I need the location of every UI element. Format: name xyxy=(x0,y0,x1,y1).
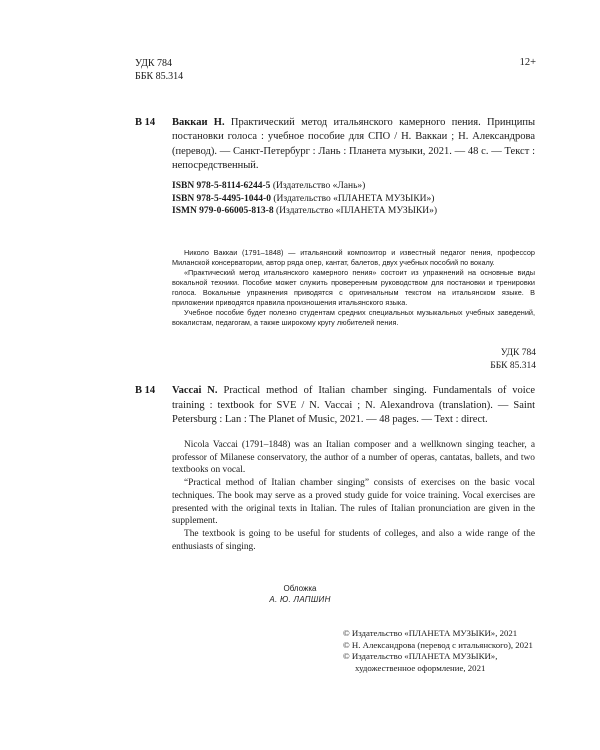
annotation-en xyxy=(172,439,535,553)
cover-label: Обложка xyxy=(283,584,317,593)
author-sign-code: В 14 xyxy=(135,117,156,128)
cover-credit xyxy=(0,583,600,605)
isbn-list xyxy=(172,180,437,218)
isbn-row xyxy=(172,193,437,206)
isbn-publisher: (Издательство «ПЛАНЕТА МУЗЫКИ») xyxy=(275,206,438,216)
annotation-paragraph: «Практический метод итальянского камерного пения» состоит из упражнений на основные виды вокальной техники. Пособие может служить проверенным руководством для постановки и тренировки голоса. Вокальные упражнения приводятся с оригинальным текстом на итальянском языке. В приложении приводятся правила произношения итальянского языка. xyxy=(172,268,535,307)
annotation-paragraph: Николо Ваккаи (1791–1848) — итальянский композитор и известный педагог пения, профессор Миланской консерватории, автор ряда опер, кантат, балетов, двух учебных пособий по вокалу. xyxy=(172,248,535,267)
annotation-paragraph: Nicola Vaccai (1791–1848) was an Italian composer and a wellknown singing teacher, a professor of Milanese conservatory, the author of a number of operas, cantatas, ballets, and two textbooks on vocal. xyxy=(172,440,535,476)
entry-author: Vaccai N. xyxy=(172,385,218,396)
annotation-paragraph: Учебное пособие будет полезно студентам средних специальных музыкальных учебных заведений, вокалистам, педагогам, а также широкому кругу любителей пения. xyxy=(172,308,535,327)
copyright-line: художественное оформление, 2021 xyxy=(355,662,486,673)
author-sign-code: В 14 xyxy=(135,385,156,396)
copyright-line: © Н. Александрова (перевод с итальянского), 2021 xyxy=(343,639,533,650)
classification-block-top xyxy=(135,57,183,83)
isbn-publisher: (Издательство «ПЛАНЕТА МУЗЫКИ») xyxy=(273,193,435,204)
entry-author: Ваккаи Н. xyxy=(172,117,225,128)
bbk-code: ББК 85.314 xyxy=(490,361,536,371)
isbn-row xyxy=(172,180,437,193)
copyright-block xyxy=(343,628,533,674)
classification-block-mid xyxy=(490,347,536,373)
entry-description: Practical method of Italian chamber singing. Fundamentals of voice training : textbook for SVE / N. Vaccai ; N. Alexandrova (translation). — Saint Petersburg : Lan : The Planet of Music, 2021. — 48 pages. — Text : direct. xyxy=(172,385,536,425)
entry-description: Практический метод итальянского камерного пения. Принципы постановки голоса : учебное пособие для СПО / Н. Ваккаи ; Н. Александрова (перевод). — Санкт-Петербург : Лань : Планета музыки, 2021. — 48 с. — Текст : непосредственный. xyxy=(172,117,536,171)
cover-artist: А. Ю. ЛАПШИН xyxy=(269,595,331,604)
bibliographic-entry-en xyxy=(135,384,535,428)
copyright-line: © Издательство «ПЛАНЕТА МУЗЫКИ», xyxy=(343,651,498,661)
udk-code: УДК 784 xyxy=(500,348,536,358)
annotation-paragraph: “Practical method of Italian chamber singing” consists of exercises on the basic vocal techniques. The book may serve as a proved study guide for voice training. Vocal exercises are presented with the original texts in Italian. The rules of Italian pronunciation are given in the supplement. xyxy=(172,478,535,527)
copyright-line: © Издательство «ПЛАНЕТА МУЗЫКИ», 2021 xyxy=(343,628,518,638)
isbn-publisher: (Издательство «Лань») xyxy=(272,181,366,191)
ismn-number: ISMN 979-0-66005-813-8 xyxy=(172,206,274,216)
isbn-number: ISBN 978-5-4495-1044-0 xyxy=(172,193,271,204)
annotation-paragraph: The textbook is going to be useful for students of colleges, and also a wide range of the enthusiasts of singing. xyxy=(172,528,535,552)
isbn-number: ISBN 978-5-8114-6244-5 xyxy=(172,181,271,191)
isbn-row xyxy=(172,205,437,218)
annotation-ru xyxy=(172,248,535,328)
age-rating: 12+ xyxy=(519,57,536,68)
udk-code: УДК 784 xyxy=(135,58,173,69)
bbk-code: ББК 85.314 xyxy=(135,71,184,82)
bibliographic-entry-ru xyxy=(135,116,535,173)
